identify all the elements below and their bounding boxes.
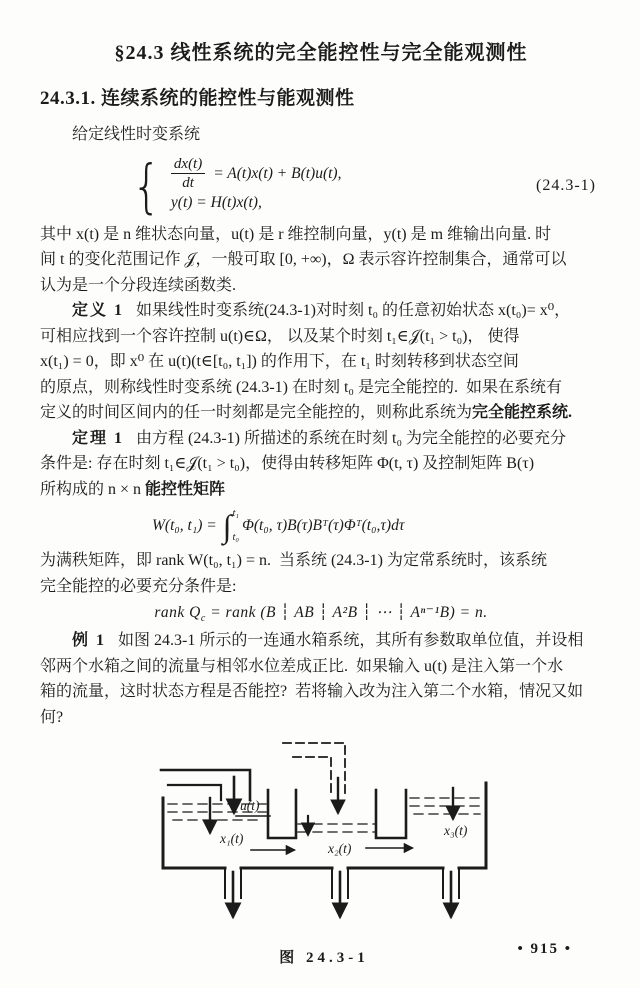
integral-sign: ∫ [222, 508, 232, 544]
paragraph-rank-condition [40, 548, 602, 599]
integral-upper-limit: t₁ [232, 508, 240, 519]
text-line: 何? [40, 708, 64, 726]
text-line: 箱的流量，这时状态方程是否能控? 若将输入改为注入第二个水箱，情况又如 [40, 683, 584, 701]
fraction [171, 156, 205, 192]
text-line: 为满秩矩阵，即 rank W(t₀, t₁) = n. 当系统 (24.3-1) 为定常系统时，该系统 [40, 552, 547, 569]
rank-subscript: c [200, 613, 206, 625]
gramian-lhs: W(t₀, t₁) = [152, 517, 217, 534]
inlet-pipe-2-dashed [283, 743, 345, 796]
equation-line-2: y(t) = H(t)x(t), [170, 193, 262, 211]
tank2-label: x₂(t) [328, 841, 352, 857]
gramian-integrand: Φ(t₀, τ)B(τ)Bᵀ(τ)Φᵀ(t₀,τ)dτ [242, 517, 405, 534]
tank1-label: x₁(t) [220, 831, 244, 847]
equation-line-1 [171, 154, 342, 194]
tank2-water-lines [298, 824, 376, 832]
gramian-equation [152, 507, 602, 545]
text-span: 如果线性时变系统(24.3-1)对时刻 t₀ 的任意初始状态 x(t₀)= x⁰， [136, 302, 571, 319]
text-line: 其中 x(t) 是 n 维状态向量，u(t) 是 r 维控制向量，y(t) 是 m 维输出向量. 时 [40, 225, 552, 243]
text-line: 的原点，则称线性时变系统 (24.3-1) 在时刻 t₀ 是完全能控的. 如果在系统有 [40, 378, 563, 396]
rank-rest: = rank (B ┆ AB ┆ A²B ┆ ⋯ ┆ Aⁿ⁻¹B) = n. [205, 604, 488, 621]
rank-pre: rank Q [154, 604, 201, 621]
text-line [40, 298, 602, 324]
fraction-numerator: dx(t) [171, 156, 205, 175]
inlet-pipe-2-dashed-inner [293, 757, 331, 796]
divider-2 [376, 790, 406, 838]
text-line [40, 400, 602, 426]
text-line: 邻两个水箱之间的流量与相邻水位差成正比. 如果输入 u(t) 是注入第一个水 [40, 657, 564, 675]
divider-1 [268, 790, 296, 838]
example-1 [40, 628, 602, 730]
integral-limits [232, 509, 239, 543]
definition-label: 定义 1 [72, 302, 125, 319]
bold-term: 能控性矩阵 [145, 480, 226, 498]
text-span: 所构成的 n × n [40, 480, 146, 498]
text-span: 定义的时间区间内的任一时刻都是完全能控的，则称此系统为 [40, 404, 473, 421]
subsection-title: 24.3.1. 连续系统的能控性与能观测性 [40, 88, 355, 109]
rank-equation [40, 603, 602, 624]
example-label: 例 1 [72, 632, 107, 650]
tank3-water-lines [410, 798, 484, 814]
section-title: §24.3 线性系统的完全能控性与完全能观测性 [114, 42, 528, 64]
paragraph-variables [40, 222, 602, 299]
fraction-denominator: dt [182, 175, 194, 191]
equation-brace: { [131, 151, 162, 220]
equation-rhs: = A(t)x(t) + B(t)u(t), [213, 164, 342, 182]
text-line: 可相应找到一个容许控制 u(t)∈Ω， 以及某个时刻 t₁∈𝒥(t₁ > t₀)， 使得 [40, 327, 520, 345]
text-line: 间 t 的变化范围记作 𝒥，一般可取 [0, +∞)，Ω 表示容许控制集合，通常可以 [40, 251, 567, 268]
tank3-label: x₃(t) [444, 823, 468, 839]
text-line [40, 628, 602, 654]
input-label: u(t) [240, 798, 260, 814]
theorem-1 [40, 426, 602, 503]
text-line [40, 426, 602, 452]
text-line: 完全能控的必要充分条件是: [40, 577, 237, 595]
intro-line: 给定线性时变系统 [72, 126, 201, 143]
bold-term: 完全能控系统. [472, 404, 573, 421]
figure-caption: 图 24.3-1 [279, 950, 369, 967]
theorem-label: 定理 1 [72, 429, 125, 447]
text-line: x(t₁) = 0，即 x⁰ 在 u(t)(t∈[t₀, t₁]) 的作用下，在 t₁ 时刻转移到状态空间 [40, 353, 519, 370]
page-number: • 915 • [517, 941, 572, 957]
text-line [40, 477, 602, 503]
text-span: 由方程 (24.3-1) 所描述的系统在时刻 t₀ 为完全能控的必要充分 [136, 429, 567, 447]
definition-1 [40, 298, 602, 426]
text-line: 认为是一个分段连续函数类. [40, 276, 237, 294]
text-line: 条件是: 存在时刻 t₁∈𝒥(t₁ > t₀)，使得由转移矩阵 Φ(t, τ) 及控制矩阵 B(τ) [40, 455, 535, 472]
inlet-pipe-1-inner [168, 785, 221, 800]
integral-lower-limit: t₀ [232, 531, 240, 543]
text-span: 如图 24.3-1 所示的一连通水箱系统，其所有参数取单位值，并设相 [118, 632, 584, 650]
equation-24-3-1 [128, 151, 602, 220]
water-tank-diagram [148, 740, 498, 938]
figure-24-3-1 [148, 740, 500, 967]
equation-number: (24.3-1) [536, 176, 596, 194]
